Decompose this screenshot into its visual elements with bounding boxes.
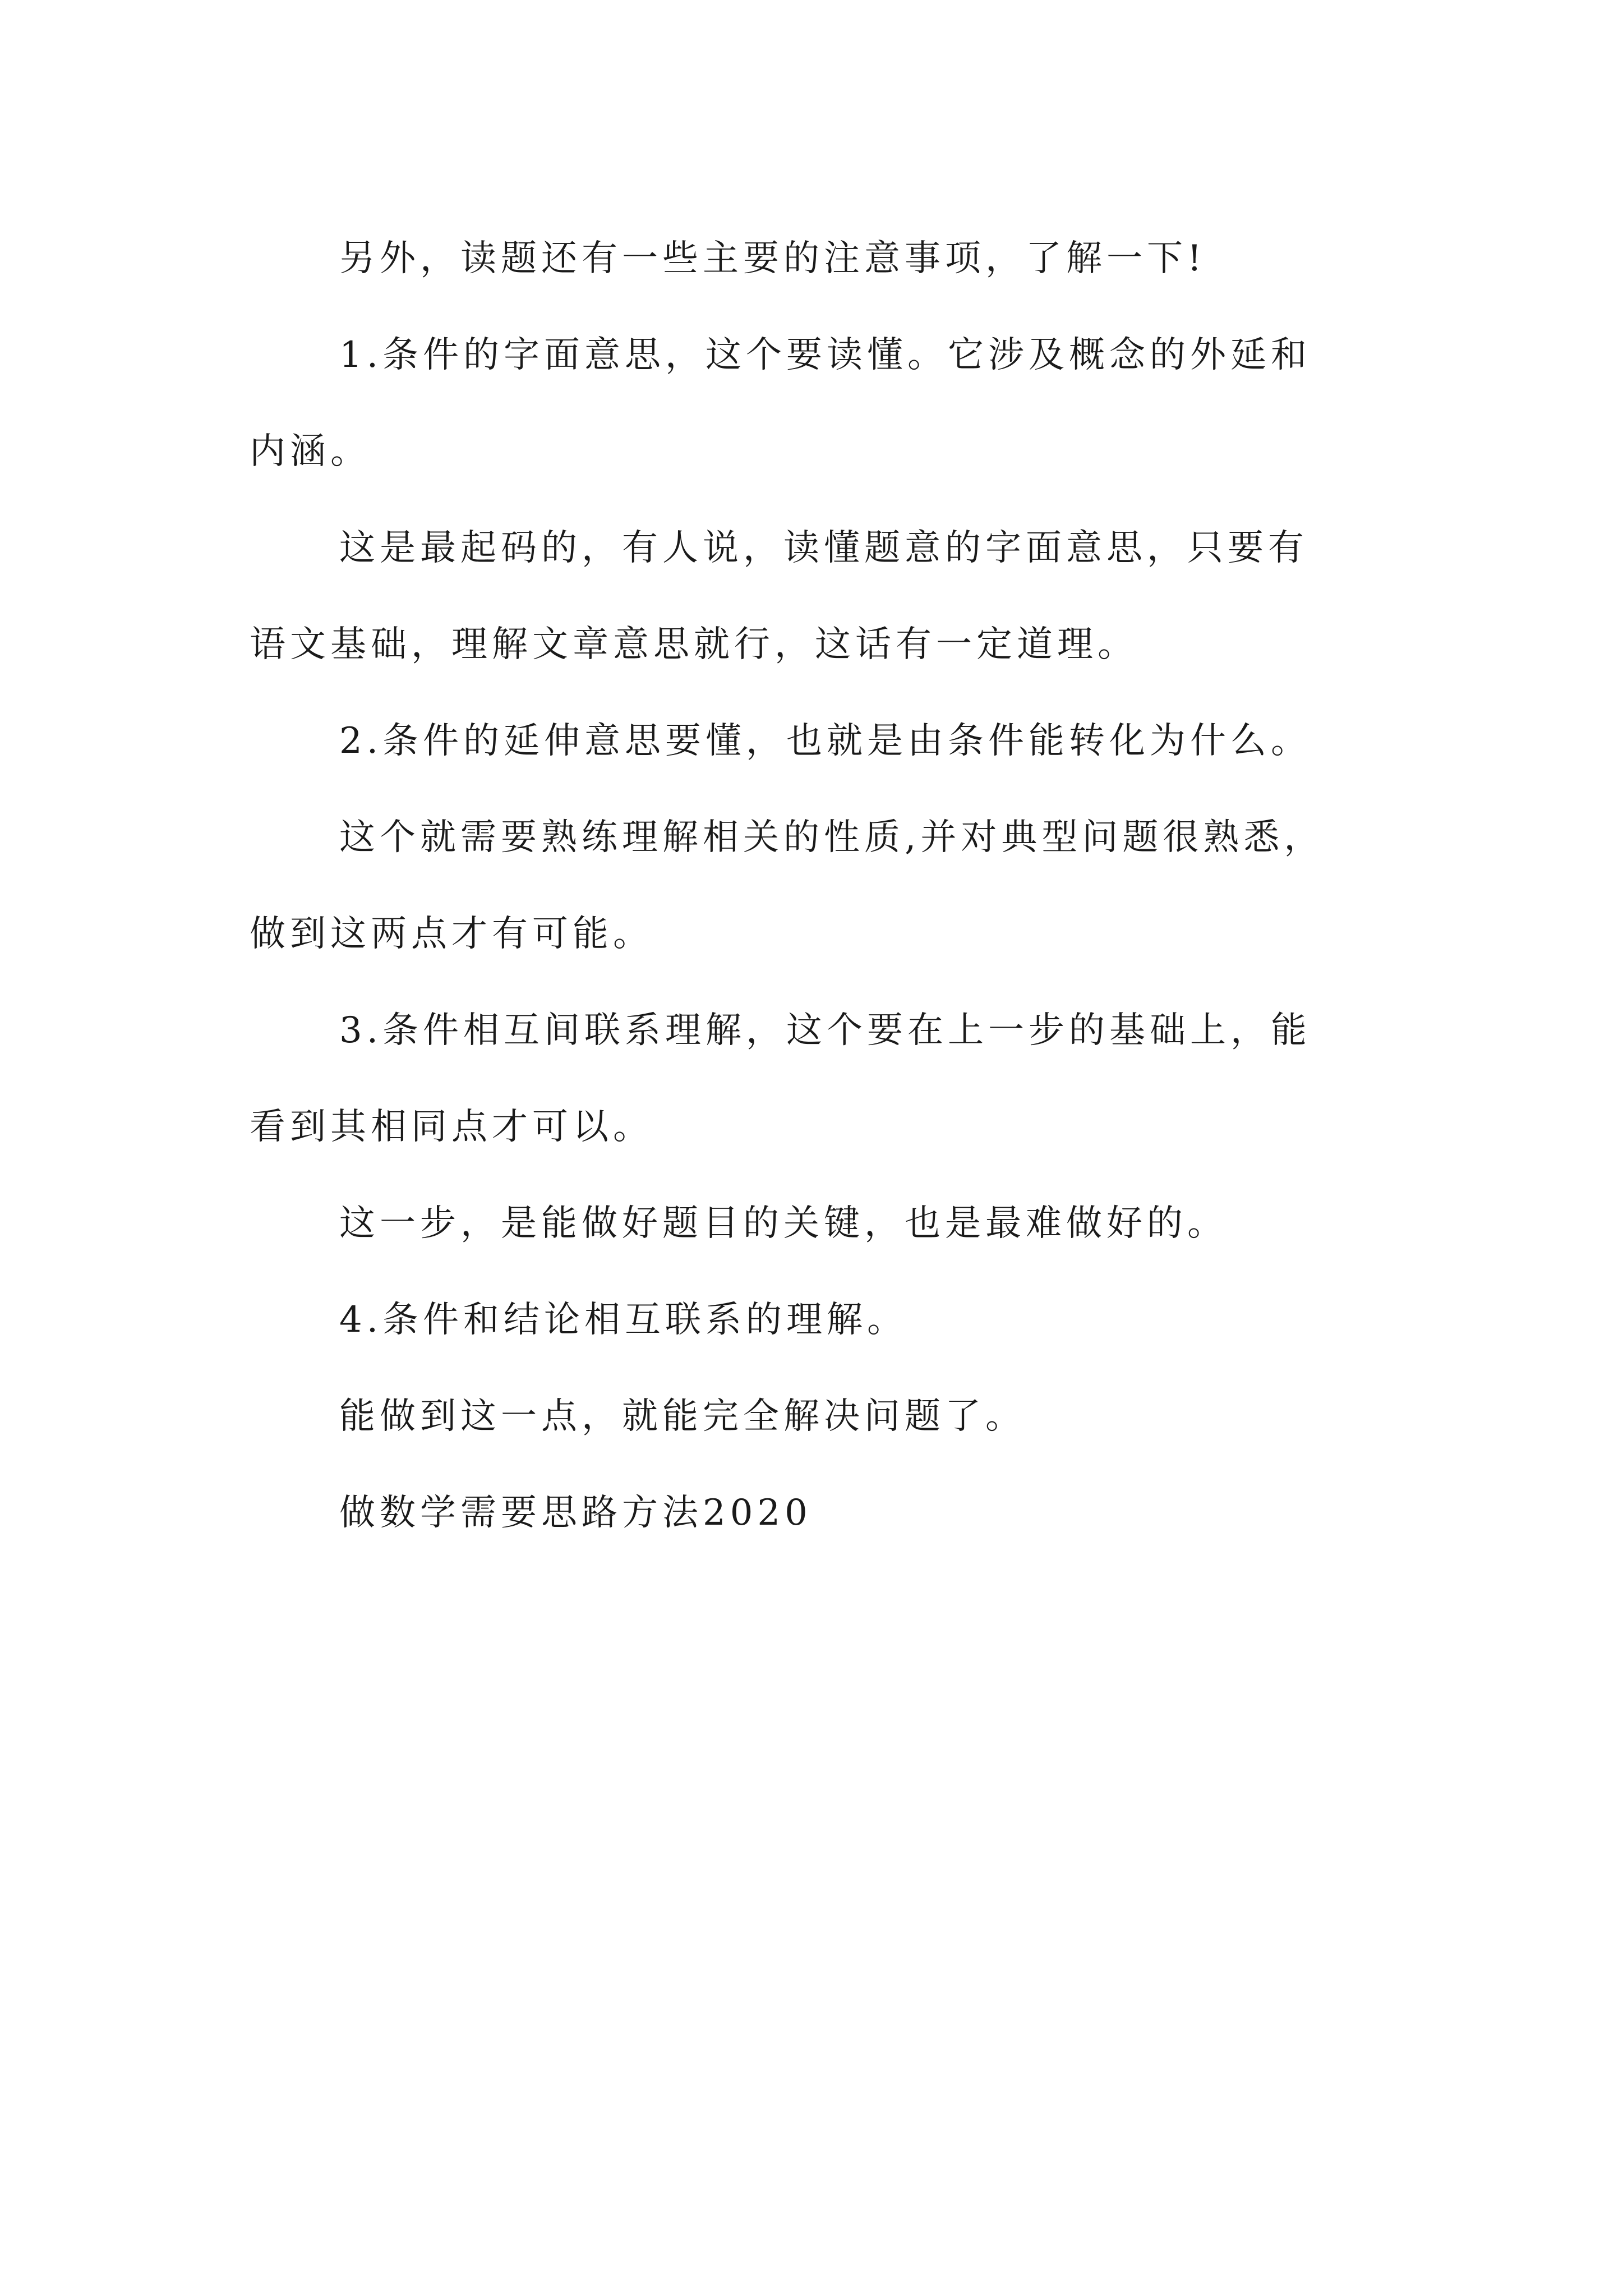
paragraph-line: 看到其相同点才可以。 xyxy=(250,1106,653,1148)
paragraph-line: 另外，读题还有一些主要的注意事项，了解一下! xyxy=(339,238,1206,279)
paragraph-1 xyxy=(250,210,1394,307)
paragraph-3 xyxy=(250,500,1394,693)
paragraph-7 xyxy=(250,1175,1394,1272)
paragraph-line: 这一步，是能做好题目的关键，也是最难做好的。 xyxy=(339,1203,1228,1244)
paragraph-line: 内涵。 xyxy=(250,431,371,472)
paragraph-line: 做到这两点才有可能。 xyxy=(250,913,653,955)
paragraph-10 xyxy=(250,1465,1394,1561)
paragraph-6 xyxy=(250,982,1394,1175)
paragraph-5 xyxy=(250,789,1394,982)
paragraph-line: 这个就需要熟练理解相关的性质,并对典型问题很熟悉， xyxy=(339,817,1325,858)
document-body xyxy=(250,210,1394,1561)
paragraph-line: 2.条件的延伸意思要懂，也就是由条件能转化为什么。 xyxy=(339,720,1312,762)
paragraph-line: 3.条件相互间联系理解，这个要在上一步的基础上，能 xyxy=(339,1010,1312,1051)
paragraph-line: 做数学需要思路方法2020 xyxy=(339,1492,812,1534)
paragraph-line: 4.条件和结论相互联系的理解。 xyxy=(339,1299,908,1341)
paragraph-9 xyxy=(250,1368,1394,1465)
paragraph-line: 语文基础，理解文章意思就行，这话有一定道理。 xyxy=(250,624,1138,665)
paragraph-4 xyxy=(250,693,1394,789)
paragraph-line: 能做到这一点，就能完全解决问题了。 xyxy=(339,1396,1026,1437)
paragraph-8 xyxy=(250,1272,1394,1368)
paragraph-line: 这是最起码的，有人说，读懂题意的字面意思，只要有 xyxy=(339,527,1308,569)
paragraph-line: 1.条件的字面意思，这个要读懂。它涉及概念的外延和 xyxy=(339,334,1312,376)
paragraph-2 xyxy=(250,307,1394,500)
